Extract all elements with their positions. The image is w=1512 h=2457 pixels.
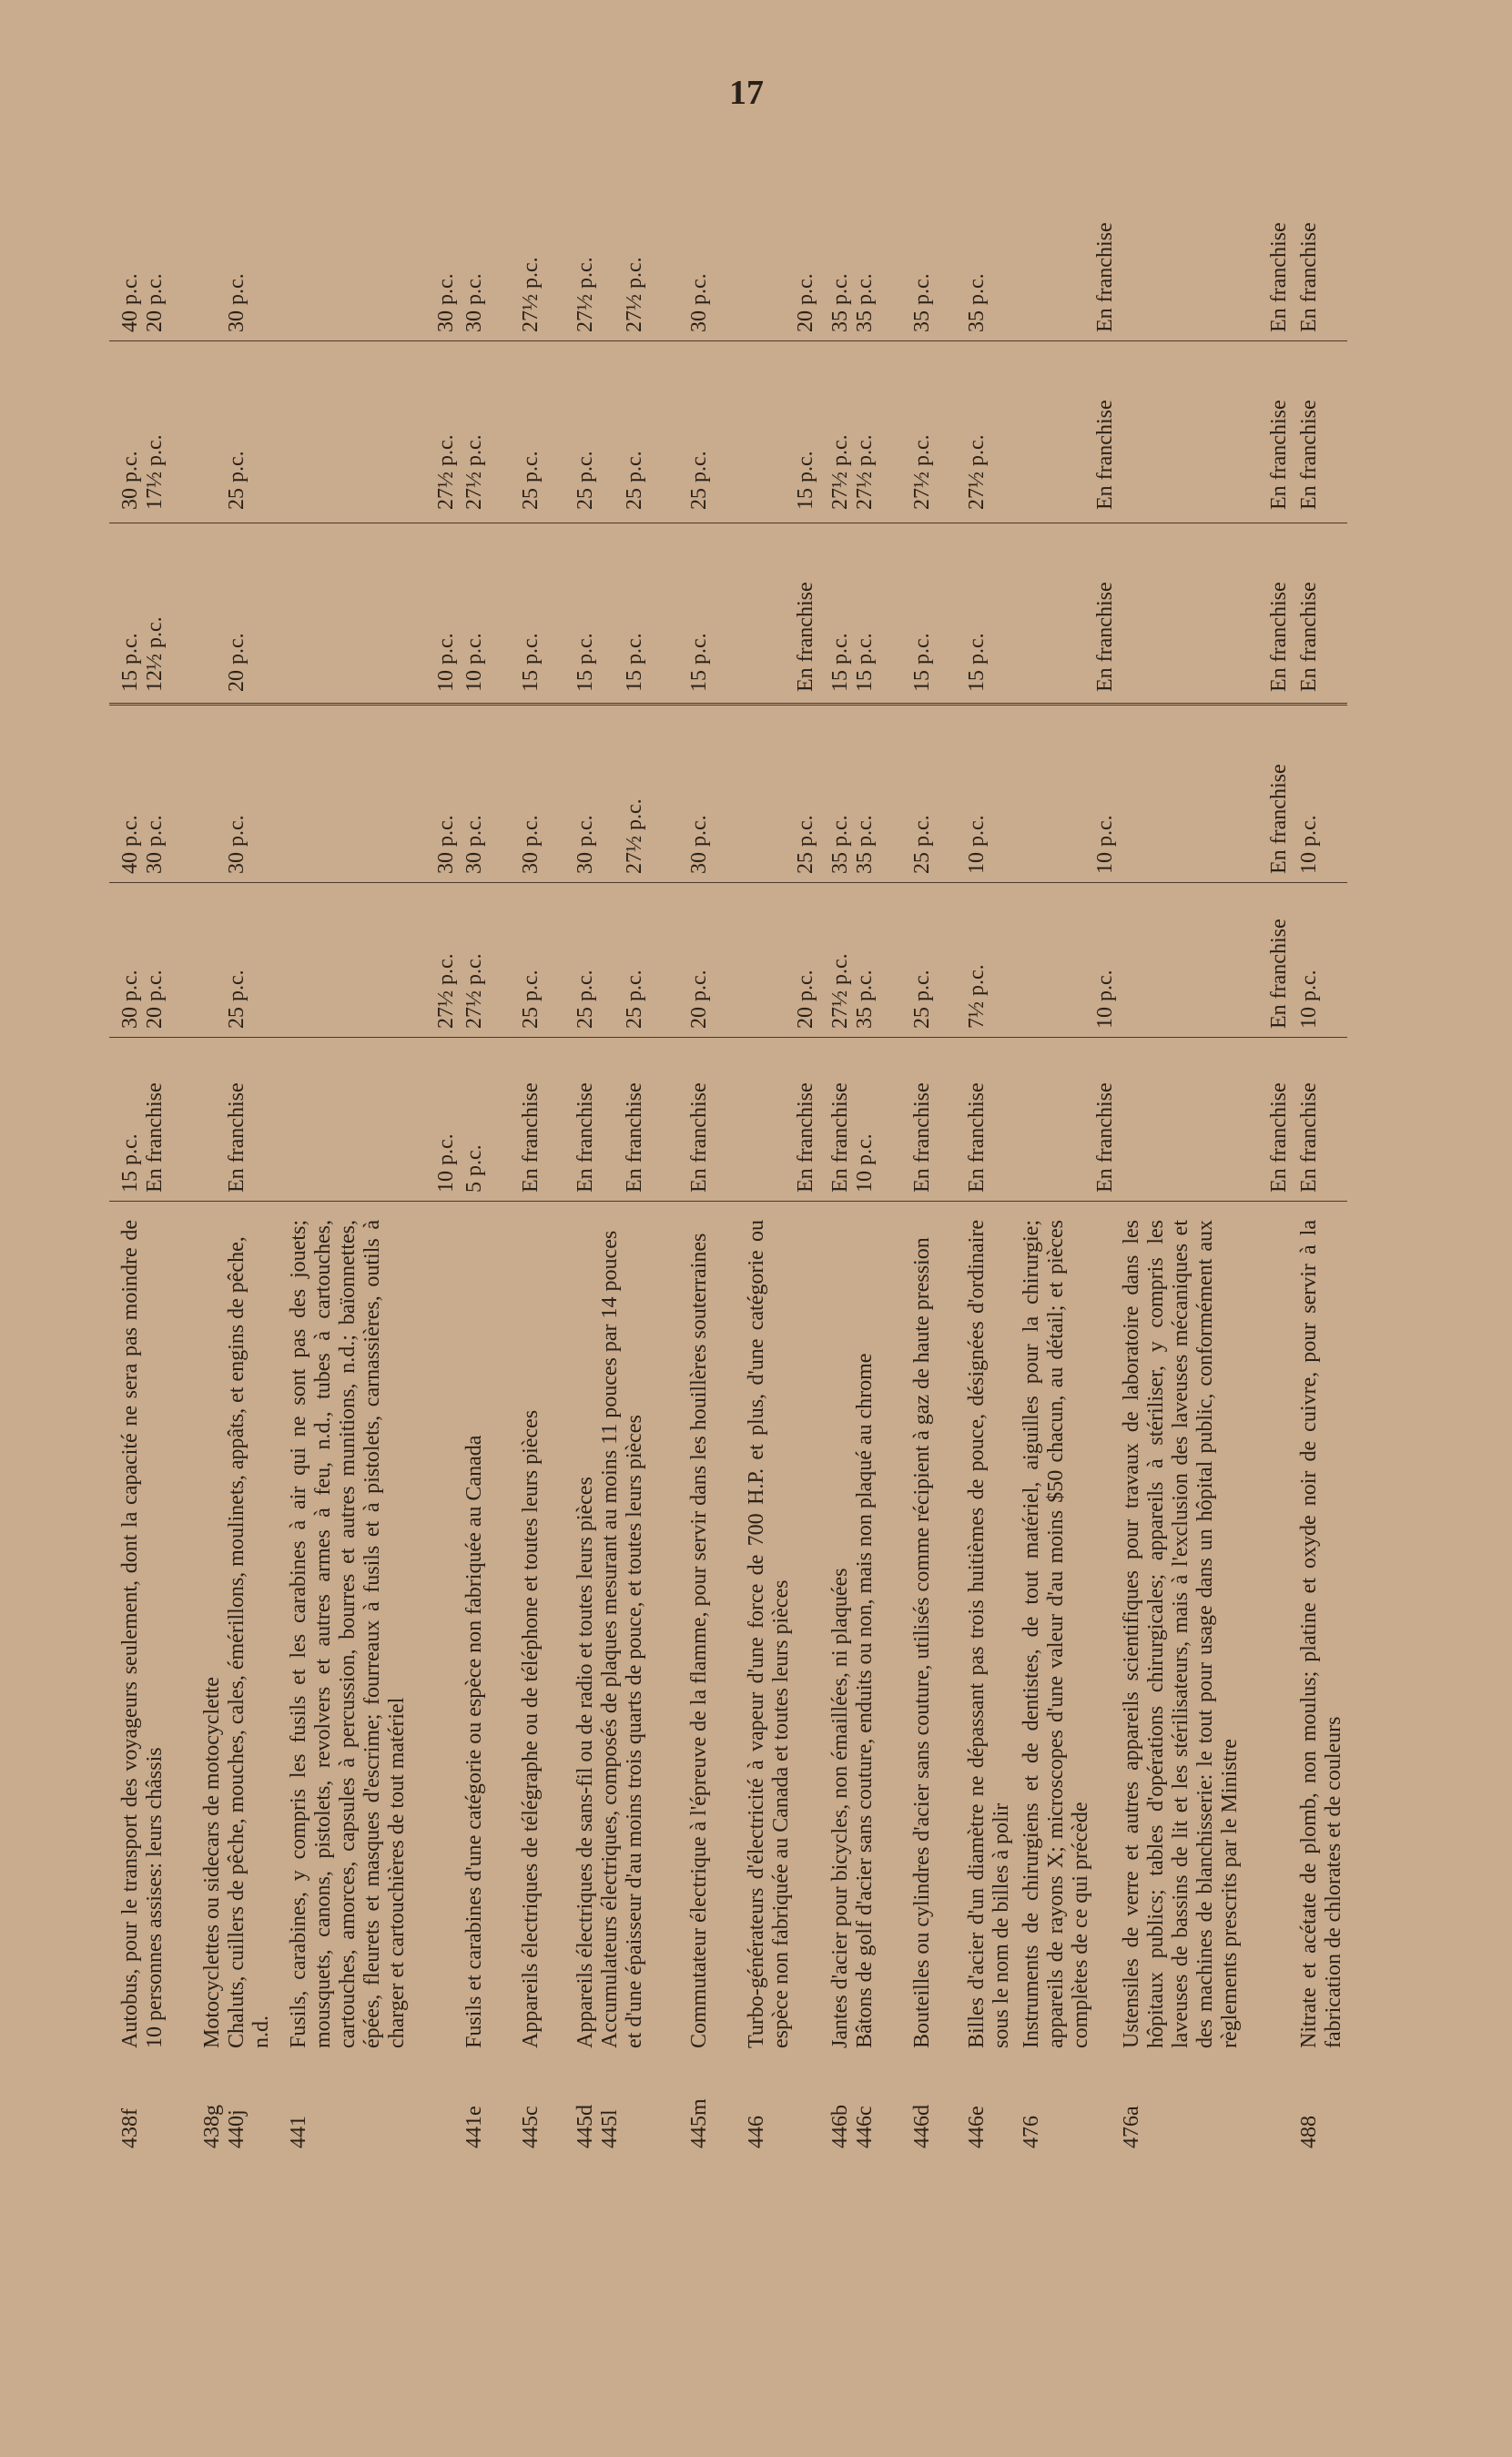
rate-cell: 30 p.c. 27½ p.c. — [573, 798, 646, 874]
rate-cell: 10 p.c. — [1093, 815, 1117, 874]
column-divider — [109, 882, 1347, 883]
tariff-table — [118, 146, 1365, 2148]
rate-cell: 30 p.c. — [434, 273, 458, 332]
rate-cell: 10 p.c. — [434, 633, 458, 692]
item-description: Ustensiles de verre et autres appareils scientifiques pour travaux de laboratoire dans les hôpitaux publics; tables d'opérations chirurgicales; appareils à stériliser, y compris les laveuses de bassins de lit et les stérilisateurs, mais à l'exclusion des laveuses mécaniques et des machines de blanchisserie: le tout pour usage dans un hôpital public, conformément aux règlements prescrits par le Ministre — [1120, 1220, 1242, 2048]
tariff-item: 476 — [1020, 2116, 1043, 2148]
rate-cell: 15 p.c. — [910, 633, 934, 692]
rate-cell: 20 p.c. — [794, 273, 817, 332]
rate-cell: 30 p.c. — [687, 273, 711, 332]
rate-cell: 27½ p.c. 35 p.c. — [828, 953, 877, 1029]
rate-cell: 10 p.c. — [965, 815, 989, 874]
rate-cell: En franchise — [794, 582, 817, 692]
rate-cell: En franchise — [910, 1082, 934, 1193]
rate-cell: 30 p.c. — [225, 815, 249, 874]
rate-cell: En franchise — [1297, 582, 1321, 692]
item-description: Appareils électriques de sans-fil ou de radio et toutes leurs pièces Accumulateurs électriques, composés de plaques mesurant au moins 11 pouces par 14 pouces et d'une épaisseur d'au moins trois quarts de pouce, et toutes leurs pièces — [573, 1230, 646, 2048]
rate-cell: En franchise — [1267, 764, 1291, 874]
item-description: Motocyclettes ou sidecars de motocyclette Chaluts, cuillers de pêche, mouches, cales, émérillons, moulinets, appâts, et engins de pêche, n.d. — [200, 1236, 273, 2048]
item-description: Commutateur électrique à l'épreuve de la flamme, pour servir dans les houillères souterraines — [687, 1233, 711, 2048]
rate-cell: 35 p.c. — [965, 273, 989, 332]
item-description: Fusils et carabines d'une catégorie ou espèce non fabriquée au Canada — [462, 1435, 486, 2048]
rate-cell: En franchise — [1297, 1082, 1321, 1193]
rate-cell: 15 p.c. En franchise — [118, 1082, 167, 1193]
rate-cell: 25 p.c. — [910, 970, 934, 1029]
rate-cell: 15 p.c. — [794, 451, 817, 510]
rate-cell: En franchise — [687, 1082, 711, 1193]
item-description: Jantes d'acier pour bicycles, non émaillées, ni plaquées Bâtons de golf d'acier sans couture, enduits ou non, mais non plaqué au chrome — [828, 1353, 877, 2048]
page-number: 17 — [729, 74, 764, 112]
rate-cell: En franchise — [1267, 1082, 1291, 1193]
rate-cell: 30 p.c. — [462, 815, 486, 874]
rate-cell: En franchise — [1267, 222, 1291, 332]
rate-cell: En franchise — [1267, 400, 1291, 510]
rate-cell: 40 p.c. 20 p.c. — [118, 273, 167, 332]
rate-cell: 35 p.c. — [910, 273, 934, 332]
rate-cell: En franchise — [1297, 400, 1321, 510]
rate-cell: 27½ p.c. — [965, 434, 989, 510]
rate-cell: 25 p.c. — [225, 451, 249, 510]
rate-cell: 27½ p.c. — [434, 434, 458, 510]
item-description: Fusils, carabines, y compris les fusils et les carabines à air qui ne sont pas des jouets; mousquets, canons, pistolets, revolvers et autres armes à feu, n.d., tubes à cartouches, cartouches, amorces, capsules à percussion, bourres et autres munitions, n.d.; baïonnettes, épées, fleurets et masques d'escrime; fourreaux à fusils et à pistolets, carnassières, outils à charger et cartouchières de tout matériel — [287, 1220, 409, 2048]
rate-cell: 27½ p.c. — [434, 953, 458, 1029]
rate-cell: En franchise — [1093, 222, 1117, 332]
rate-cell: 10 p.c. — [1297, 970, 1321, 1029]
rate-cell: En franchise En franchise — [573, 1082, 646, 1193]
rate-cell: En franchise — [1267, 919, 1291, 1029]
column-divider-double — [109, 703, 1347, 706]
rate-cell: 30 p.c. — [462, 273, 486, 332]
tariff-item: 438g 440j — [200, 2105, 249, 2148]
rate-cell: 15 p.c. 12½ p.c. — [118, 616, 167, 692]
rate-cell: En franchise — [1267, 582, 1291, 692]
column-divider — [109, 1037, 1347, 1038]
rate-cell: 20 p.c. — [794, 970, 817, 1029]
rate-cell: 15 p.c. — [687, 633, 711, 692]
rate-cell: 25 p.c. 25 p.c. — [573, 451, 646, 510]
rate-cell: 10 p.c. — [1093, 970, 1117, 1029]
item-description: Instruments de chirurgiens et de dentistes, de tout matériel, aiguilles pour la chirurgie; appareils de rayons X; microscopes d'une valeur d'au moins $50 chacun, au détail; et pièces complètes de ce qui précède — [1020, 1220, 1092, 2048]
tariff-item: 445d 445l — [573, 2105, 622, 2148]
rate-cell: En franchise — [519, 1082, 543, 1193]
rate-cell: 30 p.c. — [225, 273, 249, 332]
rate-cell: En franchise — [1297, 222, 1321, 332]
tariff-item: 476a — [1120, 2106, 1143, 2148]
item-description: Bouteilles ou cylindres d'acier sans couture, utilisés comme récipient à gaz de haute pression — [910, 1237, 934, 2048]
rate-cell: 25 p.c. — [910, 815, 934, 874]
rate-cell: 10 p.c. — [462, 633, 486, 692]
item-description: Billes d'acier d'un diamètre ne dépassant pas trois huitièmes de pouce, désignées d'ordinaire sous le nom de billes à polir — [965, 1220, 1013, 2048]
rate-cell: 7½ p.c. — [965, 964, 989, 1029]
rate-cell: 30 p.c. — [519, 815, 543, 874]
rate-cell: En franchise — [794, 1082, 817, 1193]
rate-cell: 15 p.c. 15 p.c. — [573, 633, 646, 692]
tariff-item: 446 — [745, 2116, 768, 2148]
tariff-item: 445m — [687, 2098, 711, 2148]
rate-cell: 5 p.c. — [462, 1144, 486, 1193]
column-divider — [109, 340, 1347, 341]
rate-cell: 10 p.c. — [1297, 815, 1321, 874]
rate-cell: 25 p.c. — [519, 451, 543, 510]
rate-cell: 25 p.c. — [687, 451, 711, 510]
rate-cell: 27½ p.c. — [462, 434, 486, 510]
rate-cell: 30 p.c. — [687, 815, 711, 874]
rate-cell: 20 p.c. — [687, 970, 711, 1029]
rate-cell: 15 p.c. 15 p.c. — [828, 633, 877, 692]
rate-cell: 25 p.c. — [794, 815, 817, 874]
rate-cell: En franchise — [1093, 582, 1117, 692]
rate-cell: 27½ p.c. — [910, 434, 934, 510]
rate-cell: En franchise — [1093, 400, 1117, 510]
rate-cell: 25 p.c. — [225, 970, 249, 1029]
tariff-item: 446d — [910, 2105, 934, 2148]
item-description: Turbo-générateurs d'électricité à vapeur d'une force de 700 H.P. et plus, d'une catégorie ou espèce non fabriquée au Canada et toutes leurs pièces — [745, 1220, 793, 2048]
tariff-item: 446e — [965, 2106, 989, 2148]
rate-cell: 27½ p.c. 27½ p.c. — [573, 257, 646, 332]
tariff-item: 441e — [462, 2106, 486, 2148]
rate-cell: 25 p.c. 25 p.c. — [573, 970, 646, 1029]
item-description: Autobus, pour le transport des voyageurs seulement, dont la capacité ne sera pas moindre de 10 personnes assises: leurs châssis — [118, 1220, 167, 2048]
rate-cell: 15 p.c. — [965, 633, 989, 692]
rate-cell: 27½ p.c. 27½ p.c. — [828, 434, 877, 510]
rate-cell: En franchise — [225, 1082, 249, 1193]
rate-cell: 30 p.c. — [434, 815, 458, 874]
rate-cell: 35 p.c. 35 p.c. — [828, 273, 877, 332]
rate-cell: En franchise — [1093, 1082, 1117, 1193]
rate-cell: 27½ p.c. — [462, 953, 486, 1029]
item-description: Appareils électriques de télégraphe ou de téléphone et toutes leurs pièces — [519, 1409, 543, 2048]
rate-cell: 35 p.c. 35 p.c. — [828, 815, 877, 874]
tariff-item: 441 — [287, 2116, 310, 2148]
tariff-item: 446b 446c — [828, 2105, 877, 2148]
rate-cell: 15 p.c. — [519, 633, 543, 692]
rate-cell: En franchise — [965, 1082, 989, 1193]
rate-cell: 30 p.c. 17½ p.c. — [118, 434, 167, 510]
tariff-item: 488 — [1297, 2116, 1321, 2148]
item-description: Nitrate et acétate de plomb, non moulus; platine et oxyde noir de cuivre, pour servir à la fabrication de chlorates et de couleurs — [1297, 1220, 1345, 2048]
tariff-item: 445c — [519, 2106, 543, 2148]
rate-cell: 27½ p.c. — [519, 257, 543, 332]
rate-cell: 40 p.c. 30 p.c. — [118, 815, 167, 874]
column-divider — [109, 1201, 1347, 1202]
rate-cell: 20 p.c. — [225, 633, 249, 692]
rate-cell: 30 p.c. 20 p.c. — [118, 970, 167, 1029]
rate-cell: 10 p.c. — [434, 1133, 458, 1193]
rate-cell: En franchise 10 p.c. — [828, 1082, 877, 1193]
tariff-item: 438f — [118, 2108, 142, 2148]
rate-cell: 25 p.c. — [519, 970, 543, 1029]
